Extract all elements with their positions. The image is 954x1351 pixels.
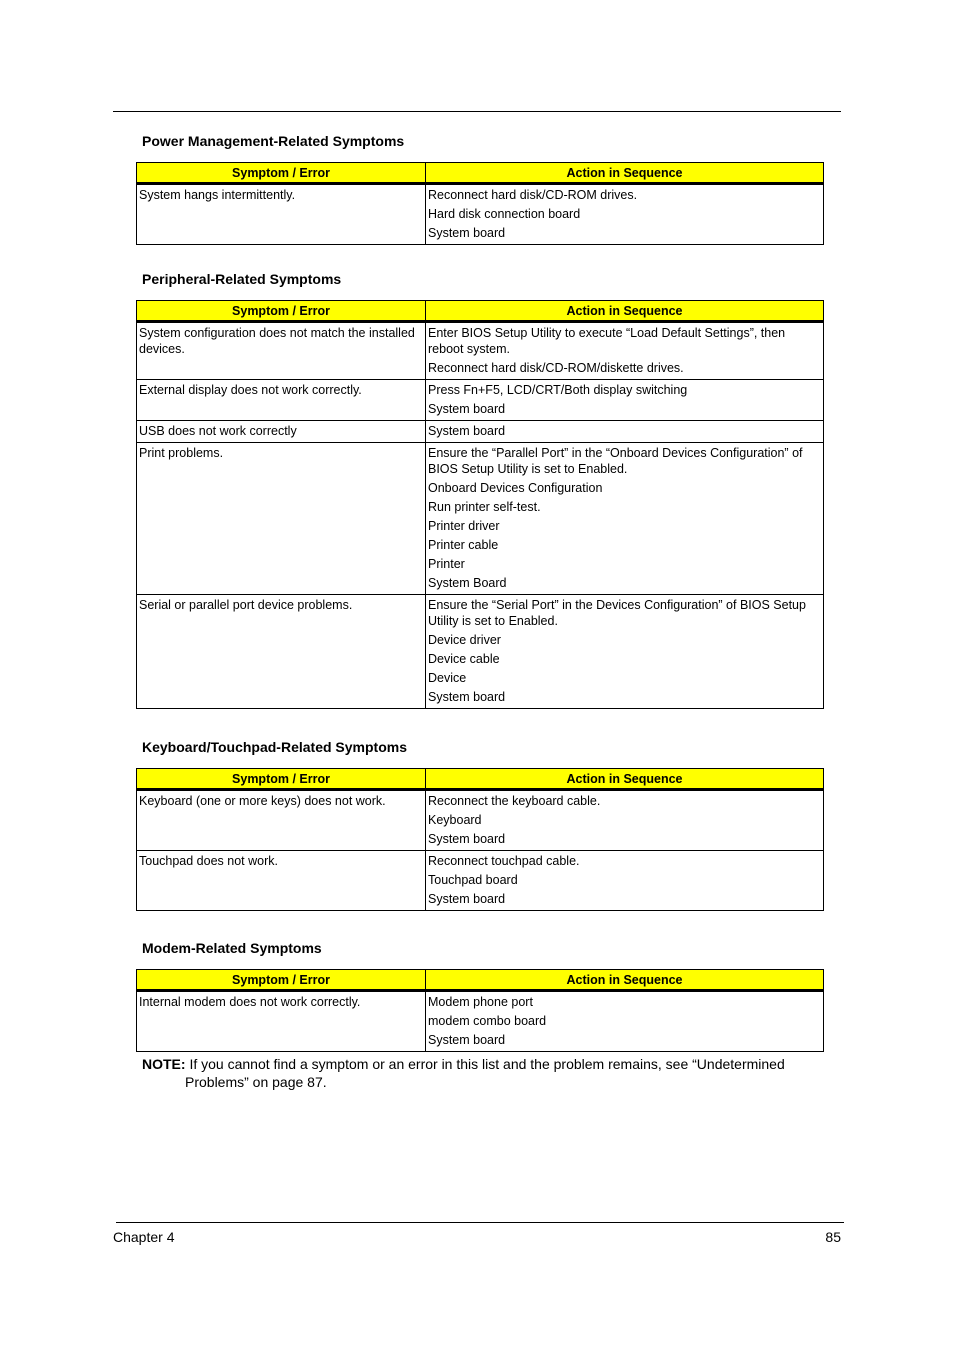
- table-row: [137, 850, 823, 910]
- action-step: Touchpad board: [428, 873, 518, 887]
- section-power-management: [136, 133, 824, 245]
- column-header-symptom: Symptom / Error: [137, 301, 426, 321]
- note-text-continued: Problems” on page 87.: [185, 1074, 327, 1090]
- table-row: [137, 420, 823, 442]
- symptom-table: [136, 162, 824, 245]
- action-step: Printer driver: [428, 519, 500, 533]
- action-cell: [426, 183, 823, 244]
- action-cell: [426, 789, 823, 850]
- action-cell: [426, 594, 823, 708]
- action-cell: [426, 990, 823, 1051]
- action-step: Reconnect touchpad cable.: [428, 854, 580, 868]
- action-step: Keyboard: [428, 813, 482, 827]
- symptom-cell: Internal modem does not work correctly.: [137, 990, 426, 1051]
- table-row: [137, 442, 823, 594]
- column-header-action: Action in Sequence: [426, 970, 823, 990]
- action-step: Printer cable: [428, 538, 499, 552]
- action-step: System board: [428, 892, 506, 906]
- section-keyboard-touchpad: [136, 739, 824, 911]
- action-cell: [426, 420, 823, 442]
- action-step: Enter BIOS Setup Utility to execute “Load Default Settings”, then reboot system.: [428, 326, 786, 356]
- symptom-table: [136, 768, 824, 911]
- action-step: Printer: [428, 557, 465, 571]
- symptom-cell: External display does not work correctly.: [137, 379, 426, 420]
- note-label: NOTE:: [142, 1056, 186, 1072]
- section-modem: [136, 940, 824, 1052]
- table-row: [137, 594, 823, 708]
- column-header-symptom: Symptom / Error: [137, 163, 426, 183]
- table-row: [137, 321, 823, 379]
- section-title: Modem-Related Symptoms: [142, 940, 322, 956]
- symptom-table: [136, 300, 824, 709]
- symptom-cell: Print problems.: [137, 442, 426, 594]
- section-title: Power Management-Related Symptoms: [142, 133, 405, 149]
- action-cell: [426, 379, 823, 420]
- action-step: Reconnect hard disk/CD-ROM drives.: [428, 188, 638, 202]
- action-step: Device cable: [428, 652, 500, 666]
- action-step: Run printer self-test.: [428, 500, 541, 514]
- action-step: Ensure the “Parallel Port” in the “Onboard Devices Configuration” of BIOS Setup Utility is set to Enabled.: [428, 446, 803, 476]
- footer-rule: [116, 1222, 844, 1223]
- symptom-cell: Keyboard (one or more keys) does not work.: [137, 789, 426, 850]
- header-rule: [113, 111, 841, 112]
- column-header-symptom: Symptom / Error: [137, 970, 426, 990]
- symptom-cell: System configuration does not match the installed devices.: [137, 321, 426, 379]
- page-number: 85: [825, 1229, 841, 1245]
- note-text: If you cannot find a symptom or an error in this list and the problem remains, see “Undetermined: [189, 1056, 785, 1072]
- action-step: modem combo board: [428, 1014, 547, 1028]
- column-header-action: Action in Sequence: [426, 769, 823, 789]
- action-step: System board: [428, 402, 506, 416]
- symptom-cell: Touchpad does not work.: [137, 850, 426, 910]
- action-step: System board: [428, 226, 506, 240]
- table-row: [137, 990, 823, 1051]
- column-header-action: Action in Sequence: [426, 163, 823, 183]
- action-step: System Board: [428, 576, 507, 590]
- table-row: [137, 183, 823, 244]
- action-cell: [426, 442, 823, 594]
- section-peripheral: [136, 271, 824, 709]
- table-row: [137, 379, 823, 420]
- symptom-cell: Serial or parallel port device problems.: [137, 594, 426, 708]
- column-header-action: Action in Sequence: [426, 301, 823, 321]
- symptom-table: [136, 969, 824, 1052]
- action-step: Modem phone port: [428, 995, 533, 1009]
- symptom-cell: System hangs intermittently.: [137, 183, 426, 244]
- action-step: Onboard Devices Configuration: [428, 481, 603, 495]
- action-step: Hard disk connection board: [428, 207, 581, 221]
- symptom-cell: USB does not work correctly: [137, 420, 426, 442]
- action-step: Ensure the “Serial Port” in the Devices Configuration” of BIOS Setup Utility is set to Enabled.: [428, 598, 806, 628]
- action-step: Reconnect hard disk/CD-ROM/diskette drives.: [428, 361, 684, 375]
- action-step: System board: [428, 1033, 506, 1047]
- footer-chapter: Chapter 4: [113, 1229, 175, 1245]
- action-step: Device driver: [428, 633, 501, 647]
- section-title: Keyboard/Touchpad-Related Symptoms: [142, 739, 408, 755]
- action-step: System board: [428, 424, 506, 438]
- action-step: System board: [428, 690, 506, 704]
- table-row: [137, 789, 823, 850]
- action-step: System board: [428, 832, 506, 846]
- section-title: Peripheral-Related Symptoms: [142, 271, 342, 287]
- action-cell: [426, 850, 823, 910]
- column-header-symptom: Symptom / Error: [137, 769, 426, 789]
- action-step: Device: [428, 671, 467, 685]
- action-cell: [426, 321, 823, 379]
- action-step: Press Fn+F5, LCD/CRT/Both display switching: [428, 383, 688, 397]
- action-step: Reconnect the keyboard cable.: [428, 794, 601, 808]
- note: [142, 1055, 832, 1091]
